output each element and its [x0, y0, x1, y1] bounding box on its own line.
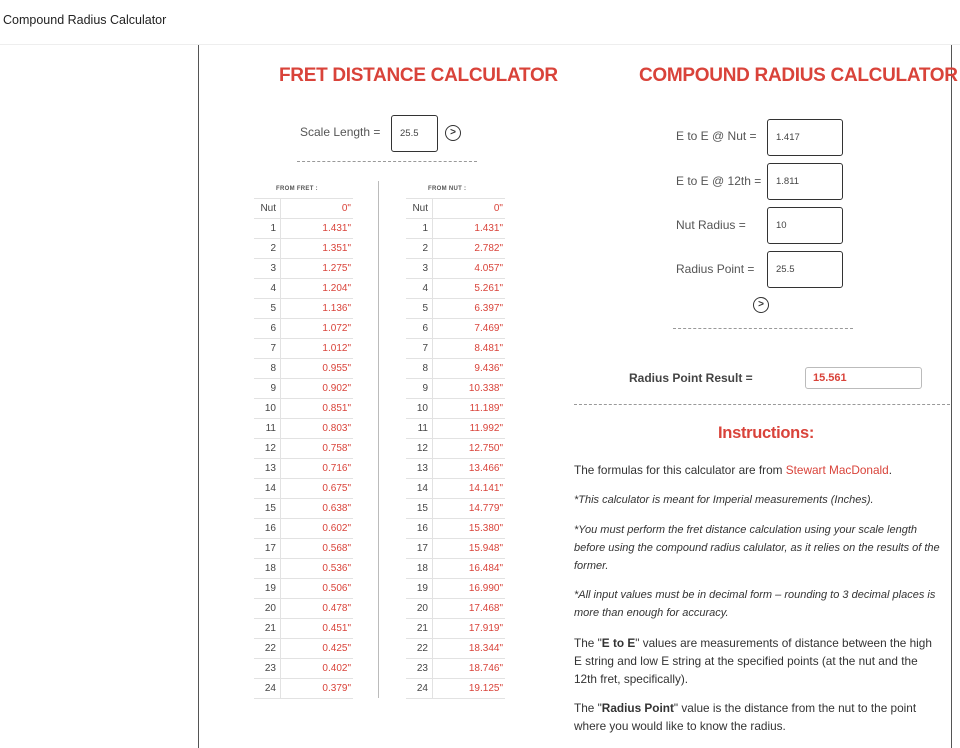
- from-nut-fret-number: 9: [406, 379, 433, 399]
- from-fret-fret-number: 19: [254, 579, 281, 599]
- from-fret-distance: 1.012": [281, 339, 354, 359]
- source-text-end: .: [888, 463, 892, 477]
- from-nut-row: [406, 599, 505, 619]
- e-to-e-12th-input[interactable]: 1.811: [767, 163, 843, 200]
- from-fret-fret-number: 22: [254, 639, 281, 659]
- from-fret-row: [254, 479, 353, 499]
- from-nut-fret-number: 20: [406, 599, 433, 619]
- from-fret-row: [254, 619, 353, 639]
- fret-divider: [297, 161, 477, 162]
- fret-calculator-title: FRET DISTANCE CALCULATOR: [279, 65, 558, 86]
- from-nut-distance: 11.992": [433, 419, 506, 439]
- from-nut-fret-number: 24: [406, 679, 433, 699]
- from-nut-distance: 12.750": [433, 439, 506, 459]
- from-fret-fret-number: 11: [254, 419, 281, 439]
- from-fret-fret-number: 20: [254, 599, 281, 619]
- from-fret-distance: 0.536": [281, 559, 354, 579]
- nut-radius-label: Nut Radius =: [676, 218, 746, 232]
- e-to-e-text-c: " values are measurements of distance between the high E string and low E string at the specified points (at the nut and the 12th fret, specifically).: [574, 636, 932, 686]
- scale-length-label: Scale Length =: [300, 125, 381, 139]
- from-fret-fret-number: 16: [254, 519, 281, 539]
- from-fret-distance: 1.204": [281, 279, 354, 299]
- instructions-imperial-note: *This calculator is meant for Imperial measurements (Inches).: [574, 494, 874, 506]
- table-divider: [378, 181, 379, 698]
- from-nut-row: [406, 399, 505, 419]
- scale-length-input[interactable]: 25.5: [391, 115, 438, 152]
- from-nut-distance: 1.431": [433, 219, 506, 239]
- from-fret-distance: 0.478": [281, 599, 354, 619]
- from-nut-distance: 9.436": [433, 359, 506, 379]
- from-fret-fret-number: 9: [254, 379, 281, 399]
- from-fret-table: [254, 180, 353, 699]
- page-title: Compound Radius Calculator: [3, 13, 167, 27]
- from-nut-distance: 14.779": [433, 499, 506, 519]
- from-fret-distance: 0.955": [281, 359, 354, 379]
- from-fret-row: [254, 339, 353, 359]
- radius-point-input[interactable]: 25.5: [767, 251, 843, 288]
- from-fret-row: [254, 679, 353, 699]
- from-nut-row: [406, 459, 505, 479]
- from-nut-fret-number: 4: [406, 279, 433, 299]
- from-nut-row: [406, 619, 505, 639]
- from-fret-fret-number: 23: [254, 659, 281, 679]
- from-fret-row: [254, 559, 353, 579]
- from-nut-fret-number: 12: [406, 439, 433, 459]
- chevron-right-circle-icon: >: [450, 127, 456, 138]
- from-nut-distance: 6.397": [433, 299, 506, 319]
- from-fret-row: [254, 199, 353, 219]
- instructions-radius-point: [574, 699, 942, 735]
- from-nut-fret-number: 16: [406, 519, 433, 539]
- instructions-order-note: *You must perform the fret distance calculation using your scale length before using the compound radius calulator, as it relies on the results of the former.: [574, 524, 940, 572]
- from-fret-fret-number: 2: [254, 239, 281, 259]
- instructions-decimal-note: *All input values must be in decimal form – rounding to 3 decimal places is more than enough for accuracy.: [574, 589, 936, 619]
- from-nut-distance: 10.338": [433, 379, 506, 399]
- from-fret-fret-number: 6: [254, 319, 281, 339]
- compound-calculator-title: COMPOUND RADIUS CALCULATOR: [639, 65, 958, 86]
- instructions-paragraph-source: [574, 461, 942, 479]
- from-nut-distance: 17.919": [433, 619, 506, 639]
- from-nut-row: [406, 279, 505, 299]
- from-nut-fret-number: 10: [406, 399, 433, 419]
- from-fret-row: [254, 579, 353, 599]
- from-nut-distance: 19.125": [433, 679, 506, 699]
- e-to-e-nut-label: E to E @ Nut =: [676, 129, 757, 143]
- from-nut-distance: 0": [433, 199, 506, 219]
- from-nut-distance: 8.481": [433, 339, 506, 359]
- nut-radius-input[interactable]: 10: [767, 207, 843, 244]
- from-fret-row: [254, 439, 353, 459]
- from-fret-distance: 0.902": [281, 379, 354, 399]
- from-fret-distance: 0.568": [281, 539, 354, 559]
- from-fret-row: [254, 299, 353, 319]
- stewart-macdonald-link[interactable]: Stewart MacDonald: [785, 463, 889, 477]
- from-nut-row: [406, 339, 505, 359]
- from-nut-distance: 4.057": [433, 259, 506, 279]
- from-fret-distance: 0.675": [281, 479, 354, 499]
- from-nut-row: [406, 519, 505, 539]
- from-nut-distance: 16.990": [433, 579, 506, 599]
- from-fret-fret-number: 15: [254, 499, 281, 519]
- from-fret-fret-number: 21: [254, 619, 281, 639]
- from-fret-row: [254, 499, 353, 519]
- from-nut-fret-number: 1: [406, 219, 433, 239]
- from-nut-row: [406, 439, 505, 459]
- e-to-e-text-a: The ": [574, 636, 602, 650]
- from-nut-distance: 7.469": [433, 319, 506, 339]
- from-fret-row: [254, 519, 353, 539]
- from-nut-distance: 18.746": [433, 659, 506, 679]
- from-nut-distance: 14.141": [433, 479, 506, 499]
- from-fret-header: FROM FRET :: [276, 186, 318, 192]
- from-nut-row: [406, 219, 505, 239]
- chevron-right-circle-icon: >: [758, 299, 764, 310]
- from-fret-distance: 1.072": [281, 319, 354, 339]
- from-nut-fret-number: 3: [406, 259, 433, 279]
- from-fret-row: [254, 379, 353, 399]
- from-fret-distance: 0.451": [281, 619, 354, 639]
- from-fret-fret-number: 10: [254, 399, 281, 419]
- e-to-e-nut-input[interactable]: 1.417: [767, 119, 843, 156]
- from-fret-fret-number: 5: [254, 299, 281, 319]
- from-fret-row: [254, 599, 353, 619]
- from-nut-row: [406, 539, 505, 559]
- from-fret-distance: 0.379": [281, 679, 354, 699]
- from-fret-fret-number: 4: [254, 279, 281, 299]
- from-fret-distance: 0.758": [281, 439, 354, 459]
- from-nut-fret-number: 22: [406, 639, 433, 659]
- radius-point-bold: Radius Point: [601, 701, 674, 715]
- from-nut-row: [406, 299, 505, 319]
- from-fret-distance: 1.275": [281, 259, 354, 279]
- radius-point-text-c: " value is the distance from the nut to the point where you would like to know the radius.: [574, 701, 917, 733]
- from-nut-distance: 17.468": [433, 599, 506, 619]
- from-nut-fret-number: 19: [406, 579, 433, 599]
- instructions-e-to-e: [574, 634, 942, 688]
- from-nut-row: [406, 319, 505, 339]
- from-nut-row: [406, 499, 505, 519]
- from-fret-distance: 0": [281, 199, 354, 219]
- from-nut-distance: 15.948": [433, 539, 506, 559]
- from-fret-fret-number: 18: [254, 559, 281, 579]
- source-text: The formulas for this calculator are from: [574, 463, 786, 477]
- from-fret-fret-number: 24: [254, 679, 281, 699]
- fret-calculate-button[interactable]: [445, 125, 461, 141]
- from-nut-fret-number: 5: [406, 299, 433, 319]
- from-fret-distance: 1.431": [281, 219, 354, 239]
- radius-point-result-label: Radius Point Result =: [629, 371, 753, 385]
- from-nut-distance: 18.344": [433, 639, 506, 659]
- from-fret-row: [254, 539, 353, 559]
- from-nut-row: [406, 359, 505, 379]
- from-nut-fret-number: 13: [406, 459, 433, 479]
- from-fret-distance: 0.803": [281, 419, 354, 439]
- from-nut-header: FROM NUT :: [428, 186, 467, 192]
- from-nut-fret-number: 7: [406, 339, 433, 359]
- from-fret-row: [254, 359, 353, 379]
- from-nut-fret-number: 11: [406, 419, 433, 439]
- from-nut-distance: 13.466": [433, 459, 506, 479]
- radius-point-text-a: The ": [574, 701, 602, 715]
- compound-calculate-button[interactable]: [753, 297, 769, 313]
- from-nut-distance: 5.261": [433, 279, 506, 299]
- from-fret-distance: 0.638": [281, 499, 354, 519]
- from-fret-row: [254, 239, 353, 259]
- instructions-title: Instructions:: [718, 424, 815, 442]
- from-nut-fret-number: 21: [406, 619, 433, 639]
- from-fret-row: [254, 259, 353, 279]
- from-fret-distance: 0.425": [281, 639, 354, 659]
- from-fret-row: [254, 399, 353, 419]
- from-fret-row: [254, 459, 353, 479]
- from-fret-fret-number: 3: [254, 259, 281, 279]
- from-fret-distance: 0.402": [281, 659, 354, 679]
- from-nut-table: [406, 180, 505, 699]
- from-fret-row: [254, 639, 353, 659]
- from-nut-fret-number: 17: [406, 539, 433, 559]
- from-nut-distance: 15.380": [433, 519, 506, 539]
- from-fret-distance: 0.851": [281, 399, 354, 419]
- e-to-e-12th-label: E to E @ 12th =: [676, 174, 762, 188]
- e-to-e-bold: E to E: [601, 636, 636, 650]
- from-nut-row: [406, 259, 505, 279]
- radius-point-result-field[interactable]: 15.561: [805, 367, 922, 389]
- from-nut-distance: 2.782": [433, 239, 506, 259]
- from-nut-row: [406, 579, 505, 599]
- from-fret-fret-number: 12: [254, 439, 281, 459]
- from-nut-fret-number: 2: [406, 239, 433, 259]
- from-fret-row: [254, 319, 353, 339]
- from-fret-distance: 0.506": [281, 579, 354, 599]
- from-fret-row: [254, 659, 353, 679]
- radius-point-label: Radius Point =: [676, 262, 755, 276]
- from-nut-row: [406, 239, 505, 259]
- from-fret-row: [254, 419, 353, 439]
- from-fret-fret-number: 17: [254, 539, 281, 559]
- from-nut-fret-number: 18: [406, 559, 433, 579]
- from-fret-row: [254, 219, 353, 239]
- from-nut-fret-number: 8: [406, 359, 433, 379]
- from-fret-fret-number: Nut: [254, 199, 281, 219]
- from-nut-distance: 11.189": [433, 399, 506, 419]
- from-nut-fret-number: 15: [406, 499, 433, 519]
- from-nut-fret-number: Nut: [406, 199, 433, 219]
- from-fret-fret-number: 13: [254, 459, 281, 479]
- from-fret-distance: 1.351": [281, 239, 354, 259]
- from-fret-distance: 0.716": [281, 459, 354, 479]
- from-fret-row: [254, 279, 353, 299]
- from-nut-row: [406, 479, 505, 499]
- from-nut-row: [406, 559, 505, 579]
- from-fret-fret-number: 7: [254, 339, 281, 359]
- compound-divider: [673, 328, 853, 329]
- from-nut-fret-number: 23: [406, 659, 433, 679]
- from-nut-row: [406, 199, 505, 219]
- from-nut-row: [406, 659, 505, 679]
- from-nut-row: [406, 419, 505, 439]
- from-fret-distance: 0.602": [281, 519, 354, 539]
- from-nut-row: [406, 639, 505, 659]
- from-nut-distance: 16.484": [433, 559, 506, 579]
- from-nut-row: [406, 679, 505, 699]
- from-fret-distance: 1.136": [281, 299, 354, 319]
- from-fret-fret-number: 14: [254, 479, 281, 499]
- result-divider: [574, 404, 950, 405]
- from-nut-fret-number: 6: [406, 319, 433, 339]
- from-fret-fret-number: 1: [254, 219, 281, 239]
- from-fret-fret-number: 8: [254, 359, 281, 379]
- from-nut-fret-number: 14: [406, 479, 433, 499]
- from-nut-row: [406, 379, 505, 399]
